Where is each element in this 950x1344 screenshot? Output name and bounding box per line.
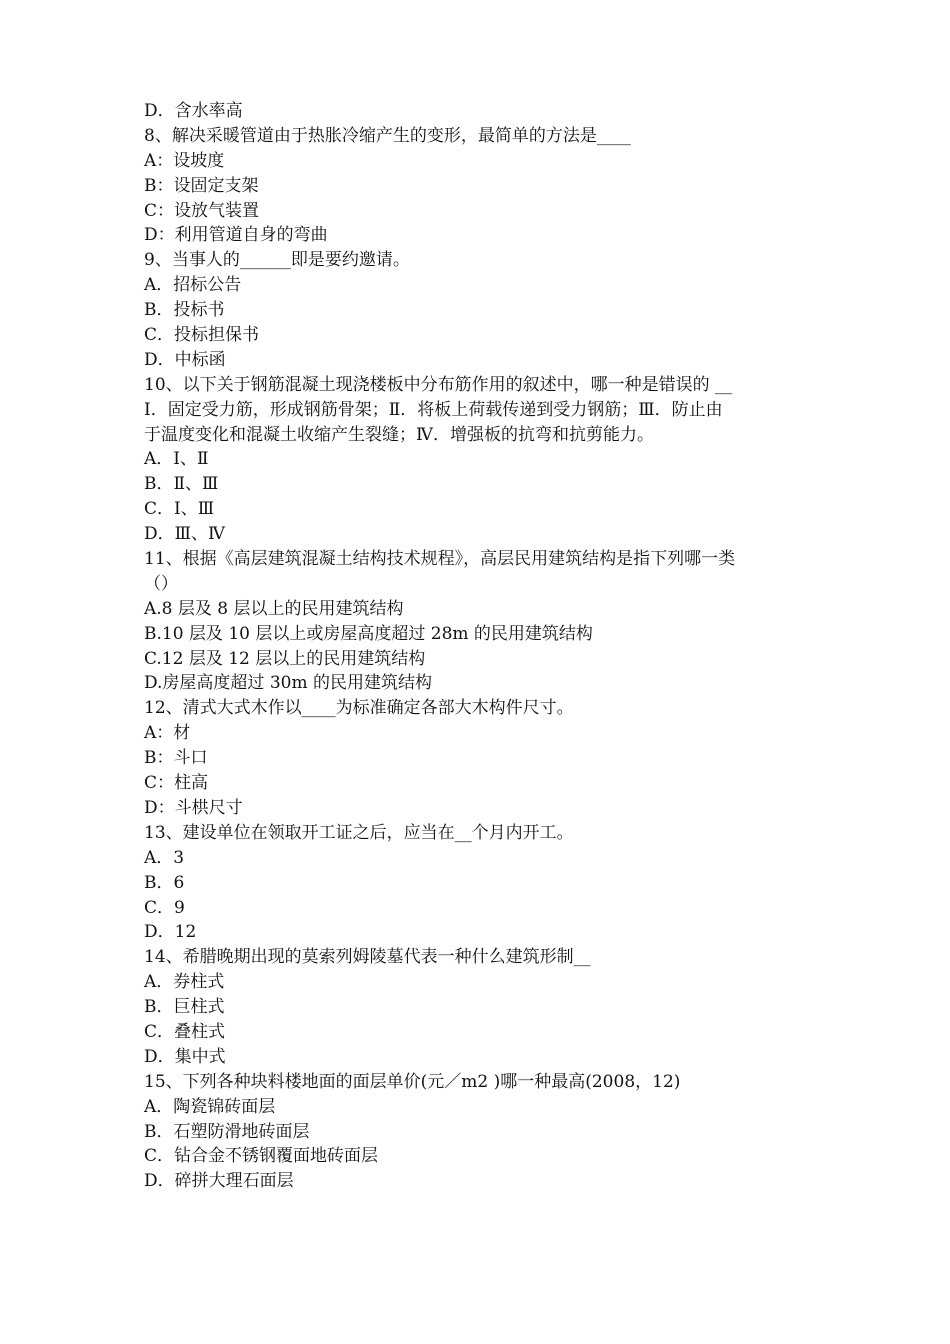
question-10-continued: 于温度变化和混凝土收缩产生裂缝；Ⅳ．增强板的抗弯和抗剪能力。	[144, 424, 654, 445]
option-b: B．巨柱式	[144, 997, 225, 1018]
option-c: C：柱高	[144, 773, 209, 794]
question-10-continued: Ⅰ．固定受力筋，形成钢筋骨架；Ⅱ．将板上荷载传递到受力钢筋；Ⅲ．防止由	[144, 399, 723, 420]
option-c: C．Ⅰ、Ⅲ	[144, 499, 215, 520]
question-10: 10、以下关于钢筋混凝土现浇楼板中分布筋作用的叙述中，哪一种是错误的 __	[144, 374, 733, 395]
question-11-continued: （）	[144, 573, 178, 594]
option-d: D．含水率高	[144, 101, 243, 121]
option-b: B．投标书	[144, 300, 225, 321]
option-c: C：设放气装置	[144, 200, 260, 221]
option-b: B：设固定支架	[144, 175, 259, 196]
option-a: A：材	[144, 723, 191, 744]
option-d: D．中标函	[144, 349, 226, 370]
option-d: D：利用管道自身的弯曲	[144, 225, 328, 246]
option-d: D．集中式	[144, 1046, 226, 1067]
option-d: D．Ⅲ、Ⅳ	[144, 524, 226, 545]
option-b: B：斗口	[144, 748, 208, 769]
option-c: C．9	[144, 897, 185, 918]
option-d: D．碎拼大理石面层	[144, 1171, 294, 1192]
option-a: A．招标公告	[144, 275, 242, 296]
question-8: 8、解决采暖管道由于热胀冷缩产生的变形，最简单的方法是____	[144, 125, 631, 146]
option-c: C．投标担保书	[144, 325, 260, 346]
option-a: A．Ⅰ、Ⅱ	[144, 449, 209, 470]
option-c: C．叠柱式	[144, 1021, 226, 1042]
question-9: 9、当事人的______即是要约邀请。	[144, 250, 410, 271]
document-body	[144, 99, 824, 1194]
option-d: D：斗栱尺寸	[144, 797, 243, 818]
option-a: A．券柱式	[144, 972, 225, 993]
option-c: C．钻合金不锈钢覆面地砖面层	[144, 1146, 379, 1167]
option-a: A．3	[144, 847, 185, 868]
option-a: A.8 层及 8 层以上的民用建筑结构	[144, 598, 404, 619]
question-14: 14、希腊晚期出现的莫索列姆陵墓代表一种什么建筑形制__	[144, 947, 591, 968]
option-b: B．6	[144, 872, 185, 893]
option-d: D．12	[144, 922, 197, 943]
option-b: B.10 层及 10 层以上或房屋高度超过 28m 的民用建筑结构	[144, 623, 593, 644]
question-12: 12、清式大式木作以____为标准确定各部大木构件尺寸。	[144, 698, 574, 719]
option-a: A：设坡度	[144, 150, 225, 171]
option-b: B．石塑防滑地砖面层	[144, 1121, 310, 1142]
option-d: D.房屋高度超过 30m 的民用建筑结构	[144, 673, 432, 694]
question-15: 15、下列各种块料楼地面的面层单价(元／m2 )哪一种最高(2008，12)	[144, 1071, 681, 1092]
option-c: C.12 层及 12 层以上的民用建筑结构	[144, 648, 426, 669]
question-13: 13、建设单位在领取开工证之后，应当在__个月内开工。	[144, 822, 574, 843]
question-11: 11、根据《高层建筑混凝土结构技术规程》，高层民用建筑结构是指下列哪一类	[144, 549, 736, 570]
option-b: B．Ⅱ、Ⅲ	[144, 474, 219, 495]
option-a: A．陶瓷锦砖面层	[144, 1096, 276, 1117]
